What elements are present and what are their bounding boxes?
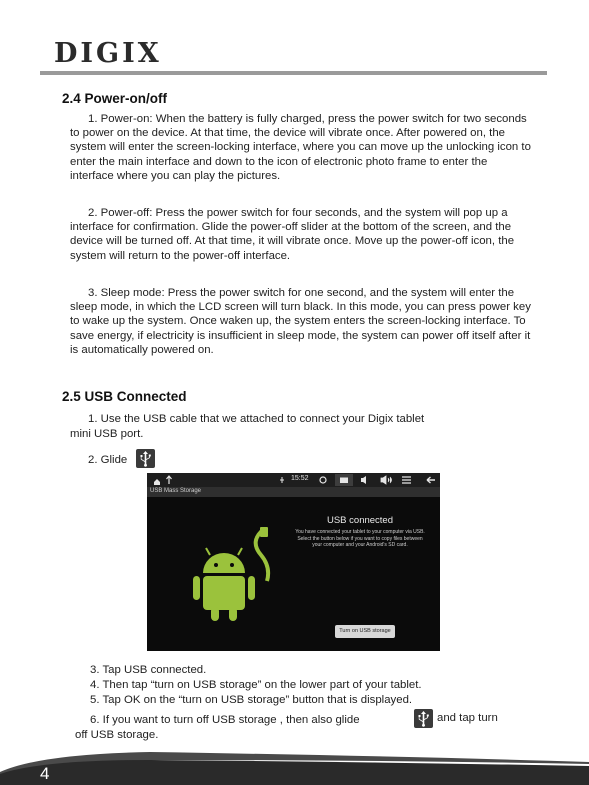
page-number: 4 xyxy=(40,764,50,783)
section-heading-usb: 2.5 USB Connected xyxy=(62,389,187,404)
android-usb-icon xyxy=(189,521,299,641)
usb-step-1: 1. Use the USB cable that we attached to connect your Digix tablet xyxy=(88,413,425,425)
footer-swoosh xyxy=(0,752,589,785)
usb-icon xyxy=(136,449,155,468)
tablet-status-bar xyxy=(147,473,440,487)
usb-icon xyxy=(414,709,433,728)
usb-step-4: 4. Then tap “turn on USB storage” on the lower part of your tablet. xyxy=(90,679,422,691)
usb-connected-title: USB connected xyxy=(326,515,393,526)
sleep-mode-paragraph: 3. Sleep mode: Press the power switch for one second, and the system will enter the sleep mode, in which the LCD screen will turn black. In this mode, you can press power key to wake up the system. Once waken up, the system enters the screen-locking interface. To save energy, if electricity is insufficient in sleep mode, the system can power off itself after it is automatically powered on. xyxy=(70,287,531,356)
tablet-clock: 15:52 xyxy=(291,475,309,482)
usb-step-6-cont: and tap turn xyxy=(437,712,498,724)
usb-step-6: 6. If you want to turn off USB storage , then also glide xyxy=(90,714,360,726)
usb-step-5: 5. Tap OK on the “turn on USB storage” button that is displayed. xyxy=(90,694,413,706)
usb-step-3: 3. Tap USB connected. xyxy=(90,664,207,676)
header-rule xyxy=(40,71,547,75)
digix-logo: DIGIX xyxy=(54,38,162,69)
usb-step-6-end: off USB storage. xyxy=(75,729,159,741)
turn-on-usb-storage-button[interactable]: Turn on USB storage xyxy=(335,625,395,638)
tablet-subbar: USB Mass Storage xyxy=(147,487,440,497)
section-heading-power: 2.4 Power-on/off xyxy=(62,91,168,106)
usb-step-1-cont: mini USB port. xyxy=(70,428,144,440)
usb-step-2: 2. Glide xyxy=(88,454,128,466)
power-on-paragraph: 1. Power-on: When the battery is fully charged, press the power switch for two seconds to power on the device. At that time, the device will vibrate once. After powered on, the system will enter the screen-locking interface, where you can move up the unlocking icon to enter the main interface and down to the icon of electronic photo frame to enter the interface where you can play the pictures. xyxy=(70,113,531,182)
tablet-screenshot xyxy=(147,473,440,651)
power-off-paragraph: 2. Power-off: Press the power switch for four seconds, and the system will pop up a interface for confirmation. Glide the power-off slider at the bottom of the screen, and the device will be turned off. At that time, it will vibrate once. Move up the power-off icon, the system will return to the power-off interface. xyxy=(70,207,515,262)
usb-connected-description: You have connected your tablet to your computer via USB. Select the button below if you want to copy files between your computer and your Android's SD card. xyxy=(295,529,425,548)
